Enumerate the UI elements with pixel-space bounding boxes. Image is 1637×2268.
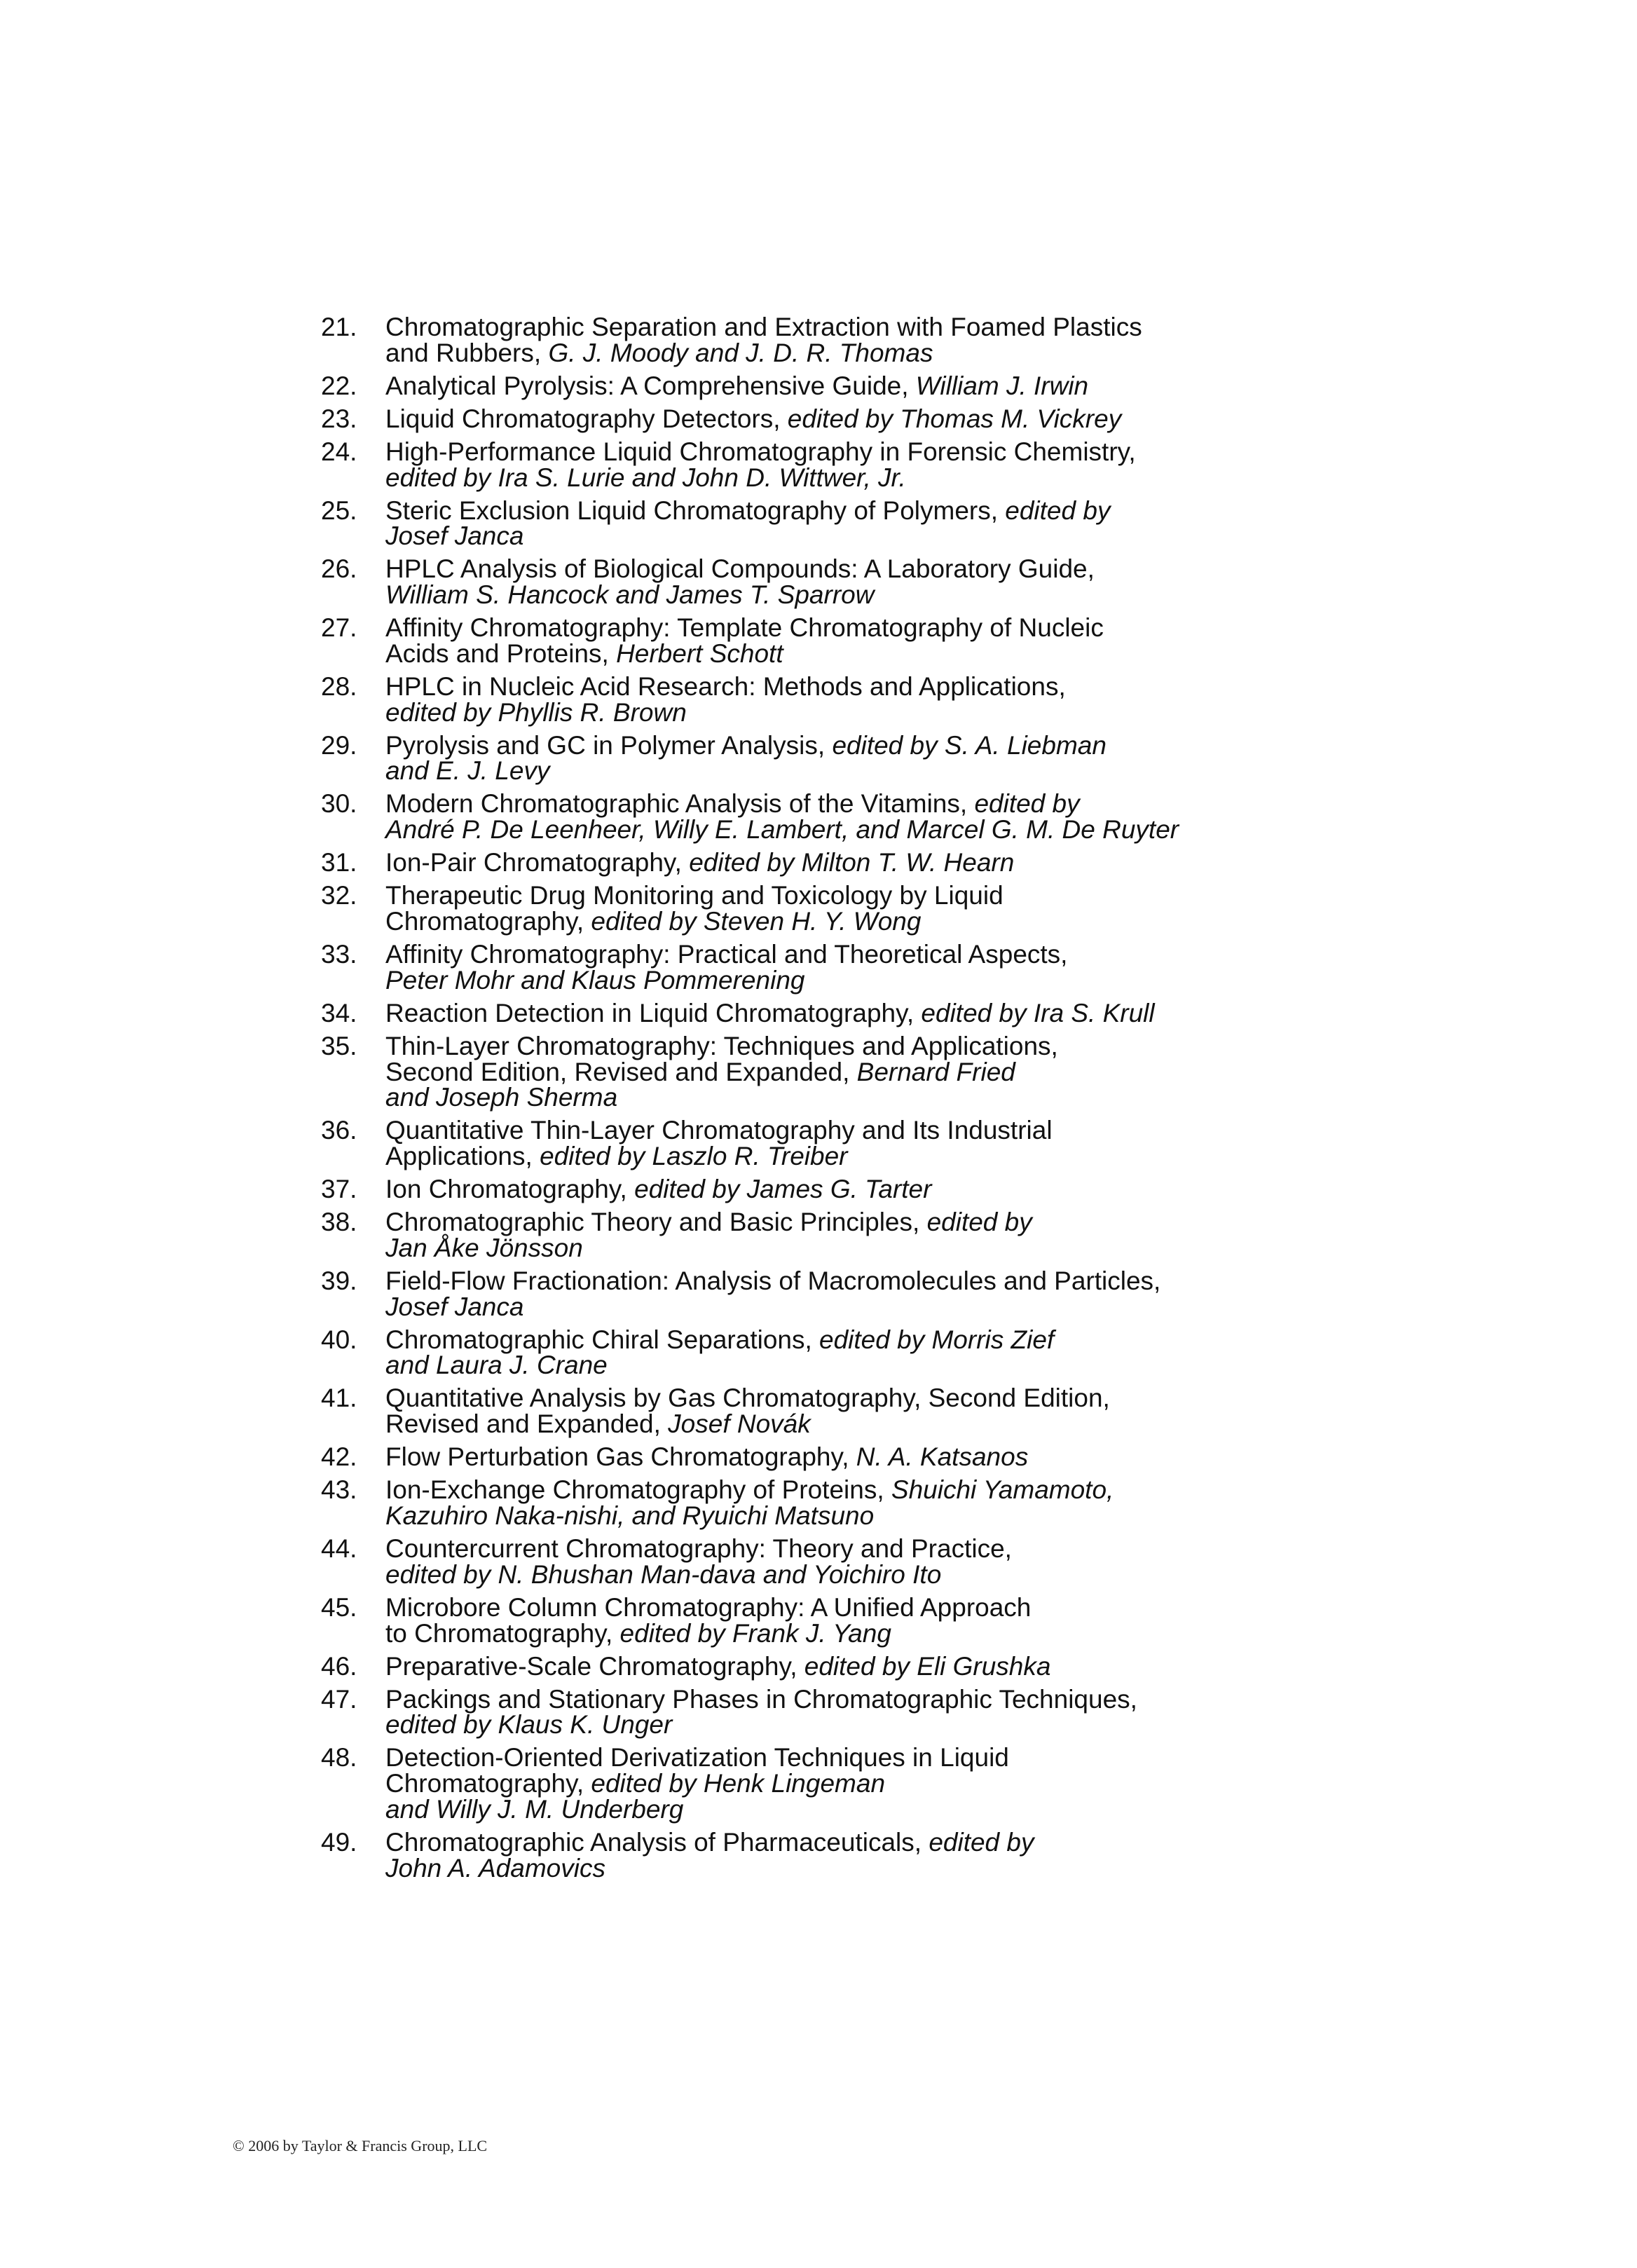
entry-author-text: Herbert Schott: [616, 638, 783, 668]
series-entry: [321, 1477, 1288, 1529]
entry-author-text: edited by James G. Tarter: [634, 1175, 932, 1204]
entry-title-text: Chromatographic Separation and Extraction with Foamed Plastics: [385, 313, 1142, 341]
entry-line: [385, 882, 1288, 909]
entry-number: 43.: [321, 1475, 357, 1505]
entry-number: 27.: [321, 613, 357, 643]
series-entry: [321, 882, 1288, 935]
entry-number: 24.: [321, 437, 357, 466]
entry-title-text: Analytical Pyrolysis: A Comprehensive Guide,: [385, 371, 916, 400]
entry-author-text: edited by Ira S. Lurie and John D. Wittwer, Jr.: [385, 463, 906, 492]
entry-author-text: Peter Mohr and Klaus Pommerening: [385, 965, 805, 995]
entry-line: [385, 908, 1288, 935]
entry-number: 41.: [321, 1384, 357, 1413]
entry-line: [385, 1294, 1288, 1320]
entry-line: [385, 1235, 1288, 1262]
entry-number: 30.: [321, 789, 357, 819]
series-entry: [321, 1829, 1288, 1882]
entry-title-text: Ion-Pair Chromatography,: [385, 848, 690, 877]
series-entry: [321, 406, 1288, 432]
entry-author-text: edited by Frank J. Yang: [619, 1618, 891, 1648]
series-entry: [321, 1268, 1288, 1320]
entry-number: 47.: [321, 1684, 357, 1714]
entry-author-text: William J. Irwin: [915, 371, 1089, 400]
entry-author-text: Josef Novák: [668, 1409, 811, 1439]
series-entry: [321, 498, 1288, 550]
entry-title-text: Flow Perturbation Gas Chromatography,: [385, 1442, 856, 1472]
entry-line: [385, 671, 1288, 701]
entry-line: [385, 1503, 1288, 1529]
entry-author-text: edited by N. Bhushan Man-dava and Yoichiro Ito: [385, 1559, 942, 1589]
entry-title-text: Ion-Exchange Chromatography of Proteins,: [385, 1475, 891, 1505]
entry-author-text: William S. Hancock and James T. Sparrow: [385, 580, 875, 610]
entry-line: [385, 1385, 1288, 1412]
series-entry: [321, 1533, 1288, 1589]
entry-title-text: Packings and Stationary Phases in Chromatographic Techniques,: [385, 1684, 1137, 1714]
entry-number: 37.: [321, 1175, 357, 1204]
series-entry: [321, 1744, 1288, 1822]
series-entry: [321, 1594, 1288, 1647]
entry-author-text: and E. J. Levy: [385, 756, 550, 786]
entry-title-text: and Rubbers,: [385, 338, 549, 367]
entry-line: [385, 1033, 1288, 1060]
entry-line: [385, 1352, 1288, 1379]
entry-line: [385, 498, 1288, 524]
entry-line: [385, 1686, 1288, 1713]
entry-title-text: to Chromatography,: [385, 1618, 620, 1648]
entry-title-text: Ion Chromatography,: [385, 1175, 635, 1204]
entry-line: [385, 373, 1288, 399]
entry-line: [385, 638, 1288, 668]
entry-number: 48.: [321, 1743, 357, 1772]
series-entry: [321, 671, 1288, 727]
entry-number: 44.: [321, 1533, 357, 1563]
entry-line: [385, 1209, 1288, 1236]
entry-author-text: Bernard Fried: [856, 1057, 1015, 1086]
entry-author-text: edited by Henk Lingeman: [591, 1769, 886, 1798]
entry-title-text: Therapeutic Drug Monitoring and Toxicology by Liquid: [385, 881, 1004, 910]
entry-title-text: HPLC in Nucleic Acid Research: Methods and Applications,: [385, 671, 1066, 701]
entry-line: [385, 1855, 1288, 1882]
series-entry: [321, 1444, 1288, 1470]
entry-line: [385, 699, 1288, 726]
entry-author-text: edited by: [926, 1208, 1032, 1237]
series-entry: [321, 1000, 1288, 1027]
entry-author-text: edited by: [1005, 496, 1111, 525]
entry-title-text: Detection-Oriented Derivatization Techniques in Liquid: [385, 1743, 1009, 1772]
entry-number: 31.: [321, 848, 357, 877]
series-entry: [321, 314, 1288, 367]
entry-number: 38.: [321, 1208, 357, 1237]
copyright-notice: © 2006 by Taylor & Francis Group, LLC: [233, 2137, 488, 2154]
entry-number: 33.: [321, 939, 357, 969]
entry-line: [385, 582, 1288, 608]
entry-number: 28.: [321, 671, 357, 701]
entry-author-text: edited by: [929, 1827, 1034, 1857]
series-entry: [321, 373, 1288, 399]
series-entry: [321, 1033, 1288, 1111]
series-entry: [321, 1117, 1288, 1170]
entry-line: [385, 941, 1288, 968]
book-series-list: [321, 314, 1288, 1888]
series-entry: [321, 439, 1288, 491]
entry-title-text: Chromatography,: [385, 1769, 591, 1798]
entry-line: [385, 1796, 1288, 1823]
entry-author-text: Josef Janca: [385, 521, 524, 551]
entry-title-text: Field-Flow Fractionation: Analysis of Macromolecules and Particles,: [385, 1266, 1161, 1295]
entry-author-text: edited by S. A. Liebman: [832, 730, 1107, 760]
entry-author-text: G. J. Moody and J. D. R. Thomas: [548, 338, 933, 367]
entry-author-text: edited by Milton T. W. Hearn: [689, 848, 1015, 877]
entry-title-text: Microbore Column Chromatography: A Unified Approach: [385, 1592, 1032, 1622]
entry-line: [385, 314, 1288, 341]
entry-author-text: edited by Klaus K. Unger: [385, 1710, 673, 1740]
series-entry: [321, 849, 1288, 876]
entry-line: [385, 1594, 1288, 1621]
entry-title-text: HPLC Analysis of Biological Compounds: A Laboratory Guide,: [385, 554, 1095, 584]
entry-title-text: Thin-Layer Chromatography: Techniques and Applications,: [385, 1031, 1058, 1060]
series-entry: [321, 732, 1288, 785]
entry-line: [385, 1176, 1288, 1203]
entry-title-text: Quantitative Analysis by Gas Chromatography, Second Edition,: [385, 1384, 1110, 1413]
entry-line: [385, 340, 1288, 367]
entry-title-text: Steric Exclusion Liquid Chromatography of Polymers,: [385, 496, 1006, 525]
entry-line: [385, 1327, 1288, 1353]
entry-line: [385, 817, 1288, 843]
entry-line: [385, 1533, 1288, 1563]
entry-title-text: Chromatographic Analysis of Pharmaceuticals,: [385, 1827, 929, 1857]
entry-number: 25.: [321, 496, 357, 525]
entry-author-text: and Joseph Sherma: [385, 1083, 618, 1112]
entry-author-text: edited by Eli Grushka: [804, 1651, 1051, 1681]
entry-number: 46.: [321, 1651, 357, 1681]
entry-title-text: Second Edition, Revised and Expanded,: [385, 1057, 857, 1086]
entry-author-text: André P. De Leenheer, Willy E. Lambert, and Marcel G. M. De Ruyter: [385, 815, 1179, 845]
entry-line: [385, 1411, 1288, 1437]
entry-number: 40.: [321, 1325, 357, 1354]
entry-line: [385, 523, 1288, 549]
entry-line: [385, 1268, 1288, 1294]
entry-line: [385, 791, 1288, 817]
entry-number: 26.: [321, 554, 357, 584]
entry-line: [385, 1084, 1288, 1111]
entry-line: [385, 556, 1288, 582]
entry-title-text: Liquid Chromatography Detectors,: [385, 404, 788, 433]
entry-title-text: Chromatographic Chiral Separations,: [385, 1325, 820, 1354]
entry-author-text: edited by Phyllis R. Brown: [385, 697, 687, 727]
entry-title-text: Chromatography,: [385, 907, 591, 936]
series-entry: [321, 615, 1288, 667]
entry-author-text: Shuichi Yamamoto,: [891, 1475, 1114, 1505]
entry-line: [385, 406, 1288, 432]
entry-line: [385, 1770, 1288, 1797]
entry-author-text: and Laura J. Crane: [385, 1351, 608, 1380]
entry-author-text: and Willy J. M. Underberg: [385, 1794, 684, 1824]
entry-line: [385, 615, 1288, 641]
series-entry: [321, 1653, 1288, 1680]
entry-number: 49.: [321, 1827, 357, 1857]
entry-title-text: Quantitative Thin-Layer Chromatography and Its Industrial: [385, 1116, 1053, 1145]
series-entry: [321, 556, 1288, 608]
entry-number: 39.: [321, 1266, 357, 1295]
entry-title-text: Acids and Proteins,: [385, 638, 617, 668]
entry-title-text: Applications,: [385, 1142, 540, 1171]
entry-author-text: Kazuhiro Naka-nishi, and Ryuichi Matsuno: [385, 1501, 875, 1530]
entry-number: 29.: [321, 730, 357, 760]
entry-line: [385, 1559, 1288, 1589]
entry-title-text: Modern Chromatographic Analysis of the Vitamins,: [385, 789, 975, 819]
entry-title-text: Affinity Chromatography: Template Chromatography of Nucleic: [385, 613, 1104, 643]
entry-line: [385, 849, 1288, 876]
entry-number: 21.: [321, 313, 357, 341]
entry-number: 34.: [321, 998, 357, 1027]
entry-author-text: edited by Laszlo R. Treiber: [540, 1142, 848, 1171]
entry-number: 42.: [321, 1442, 357, 1472]
series-entry: [321, 941, 1288, 994]
entry-author-text: edited by Steven H. Y. Wong: [591, 907, 922, 936]
entry-title-text: Revised and Expanded,: [385, 1409, 669, 1439]
entry-line: [385, 1117, 1288, 1144]
entry-number: 35.: [321, 1031, 357, 1060]
entry-title-text: Chromatographic Theory and Basic Principles,: [385, 1208, 927, 1237]
entry-number: 22.: [321, 371, 357, 400]
entry-number: 23.: [321, 404, 357, 433]
entry-author-text: N. A. Katsanos: [856, 1442, 1029, 1472]
entry-line: [385, 758, 1288, 784]
series-entry: [321, 1327, 1288, 1379]
entry-author-text: Josef Janca: [385, 1292, 524, 1321]
entry-author-text: edited by Ira S. Krull: [921, 998, 1155, 1027]
entry-line: [385, 1744, 1288, 1771]
entry-line: [385, 1653, 1288, 1680]
entry-line: [385, 465, 1288, 491]
entry-author-text: Jan Åke Jönsson: [385, 1233, 583, 1262]
entry-title-text: Preparative-Scale Chromatography,: [385, 1651, 804, 1681]
entry-title-text: Pyrolysis and GC in Polymer Analysis,: [385, 730, 833, 760]
series-entry: [321, 1176, 1288, 1203]
entry-author-text: edited by Morris Zief: [819, 1325, 1055, 1354]
entry-line: [385, 439, 1288, 465]
series-entry: [321, 1385, 1288, 1437]
entry-line: [385, 1829, 1288, 1856]
entry-author-text: edited by: [974, 789, 1080, 819]
series-entry: [321, 1686, 1288, 1739]
entry-line: [385, 1477, 1288, 1503]
entry-author-text: edited by Thomas M. Vickrey: [787, 404, 1122, 433]
series-entry: [321, 1209, 1288, 1262]
series-entry: [321, 791, 1288, 843]
entry-title-text: Affinity Chromatography: Practical and Theoretical Aspects,: [385, 939, 1068, 969]
entry-title-text: Countercurrent Chromatography: Theory and Practice,: [385, 1533, 1012, 1563]
entry-line: [385, 1059, 1288, 1086]
entry-line: [385, 1143, 1288, 1170]
entry-number: 45.: [321, 1592, 357, 1622]
entry-number: 36.: [321, 1116, 357, 1145]
entry-line: [385, 1620, 1288, 1647]
entry-line: [385, 1000, 1288, 1027]
entry-line: [385, 967, 1288, 994]
entry-title-text: High-Performance Liquid Chromatography in Forensic Chemistry,: [385, 437, 1136, 466]
entry-line: [385, 1712, 1288, 1738]
entry-number: 32.: [321, 881, 357, 910]
entry-line: [385, 732, 1288, 759]
entry-title-text: Reaction Detection in Liquid Chromatography,: [385, 998, 922, 1027]
entry-line: [385, 1444, 1288, 1470]
entry-author-text: John A. Adamovics: [385, 1853, 605, 1883]
